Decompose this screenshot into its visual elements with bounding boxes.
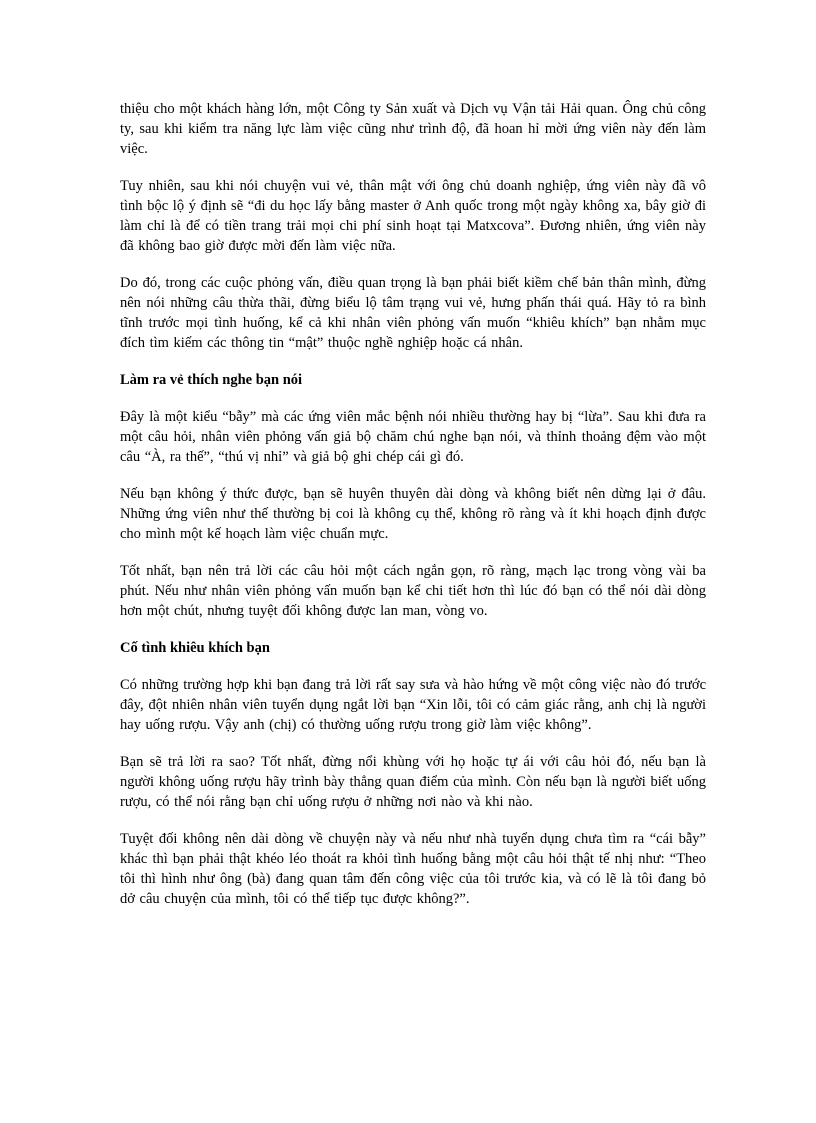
- paragraph-candidate-reveal: Tuy nhiên, sau khi nói chuyện vui vẻ, thân mật với ông chủ doanh nghiệp, ứng viên này đã vô tình bộc lộ ý định sẽ “đi du học lấy bằng master ở Anh quốc trong một ngày không xa, bây giờ đi làm chỉ là để có tiền trang trải mọi chi phí sinh hoạt tại Matxcova”. Đương nhiên, ứng viên này đã không bao giờ được mời đến làm việc nữa.: [120, 178, 706, 254]
- paragraph-self-control: Do đó, trong các cuộc phỏng vấn, điều quan trọng là bạn phải biết kiềm chế bản thân mình, đừng nên nói những câu thừa thãi, đừng biểu lộ tâm trạng vui vẻ, hưng phấn thái quá. Hãy tỏ ra bình tĩnh trước mọi tình huống, kể cả khi nhân viên phỏng vấn muốn “khiêu khích” bạn nhằm mục đích tìm kiếm các thông tin “mật” thuộc nghề nghiệp hoặc cá nhân.: [120, 275, 706, 351]
- paragraph-trap-talkative: Đây là một kiểu “bẫy” mà các ứng viên mắc bệnh nói nhiều thường hay bị “lừa”. Sau khi đưa ra một câu hỏi, nhân viên phỏng vấn giả bộ chăm chú nghe bạn nói, và thỉnh thoảng đệm vào một câu “À, ra thế”, “thú vị nhỉ” và giả bộ ghi chép cái gì đó.: [120, 409, 706, 465]
- paragraph-interruption: Có những trường hợp khi bạn đang trả lời rất say sưa và hào hứng về một công việc nào đó trước đây, đột nhiên nhân viên tuyển dụng ngắt lời bạn “Xin lỗi, tôi có cảm giác rằng, anh chị là người hay uống rượu. Vậy anh (chị) có thường uống rượu trong giờ làm việc không”.: [120, 677, 706, 733]
- section-heading-pretend-listening: Làm ra vẻ thích nghe bạn nói: [120, 372, 303, 388]
- paragraph-rambling: Nếu bạn không ý thức được, bạn sẽ huyên thuyên dài dòng và không biết nên dừng lại ở đâu. Những ứng viên như thế thường bị coi là không cụ thể, không rõ ràng và ít khi hoạch định được cho mình một kế hoạch làm việc chuẩn mực.: [120, 486, 706, 542]
- paragraph-answer-briefly: Tốt nhất, bạn nên trả lời các câu hỏi một cách ngắn gọn, rõ ràng, mạch lạc trong vòng vài ba phút. Nếu như nhân viên phỏng vấn muốn bạn kể chi tiết hơn thì lúc đó bạn có thể nói dài dòng hơn một chút, nhưng tuyệt đối không được lan man, vòng vo.: [120, 563, 706, 619]
- section-heading-provocation: Cố tình khiêu khích bạn: [120, 640, 270, 656]
- paragraph-how-to-respond: Bạn sẽ trả lời ra sao? Tốt nhất, đừng nổi khùng với họ hoặc tự ái với câu hỏi đó, nếu bạn là người không uống rượu hãy trình bày thẳng quan điểm của mình. Còn nếu bạn là người biết uống rượu, có thể nói rằng bạn chỉ uống rượu ở những nơi nào và khi nào.: [120, 754, 706, 810]
- paragraph-intro-continuation: thiệu cho một khách hàng lớn, một Công ty Sản xuất và Dịch vụ Vận tải Hải quan. Ông chủ công ty, sau khi kiểm tra năng lực làm việc cũng như trình độ, đã hoan hỉ mời ứng viên này đến làm việc.: [120, 101, 706, 157]
- paragraph-avoid-long-answers: Tuyệt đối không nên dài dòng về chuyện này và nếu như nhà tuyển dụng chưa tìm ra “cái bẫy” khác thì bạn phải thật khéo léo thoát ra khỏi tình huống bằng một câu hỏi thật tế nhị như: “Theo tôi thì hình như ông (bà) đang quan tâm đến công việc của tôi trước kia, và có lẽ là tôi đang bỏ dở câu chuyện của mình, tôi có thể tiếp tục được không?”.: [120, 831, 706, 907]
